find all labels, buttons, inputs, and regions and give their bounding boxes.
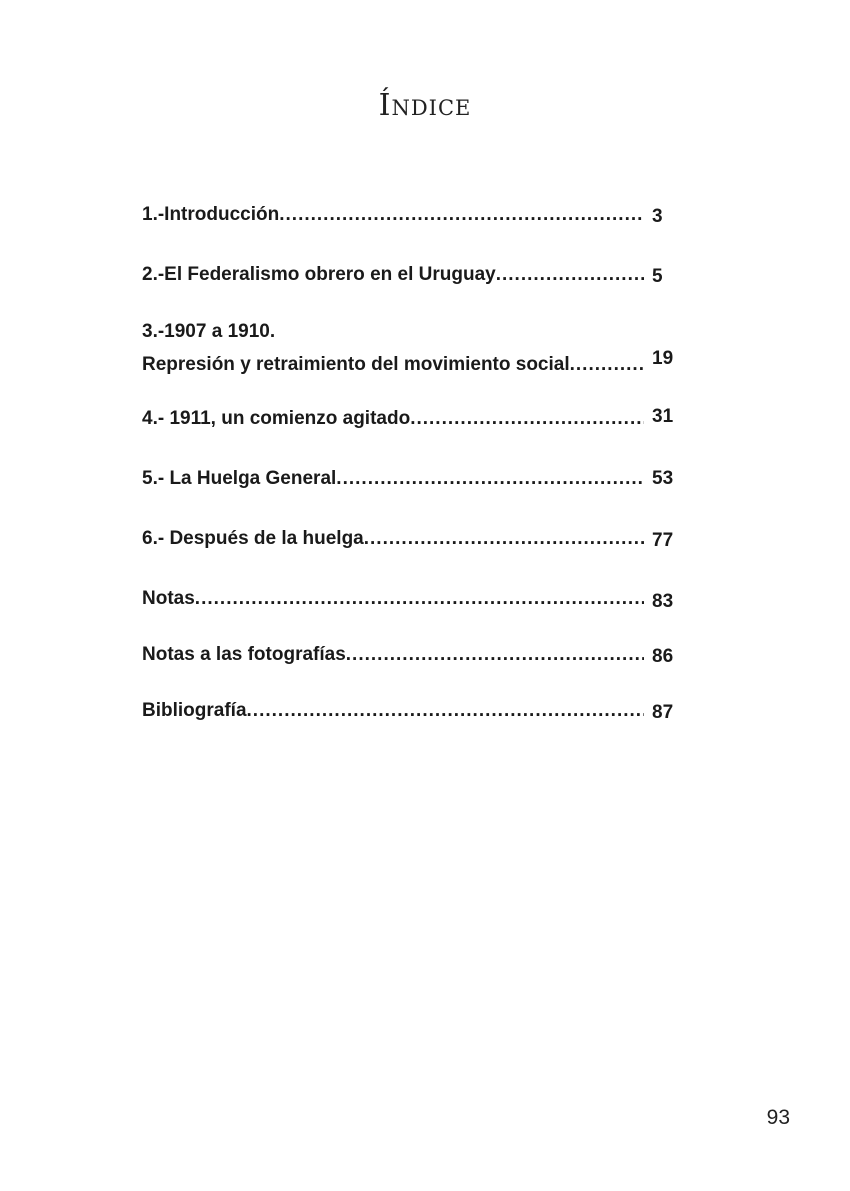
toc-entry-label: 4.- 1911, un comienzo agitado bbox=[142, 408, 411, 429]
dot-leader bbox=[570, 354, 644, 376]
dot-leader bbox=[279, 204, 644, 226]
toc-entry bbox=[142, 528, 682, 550]
toc-entry bbox=[142, 644, 682, 666]
dot-leader bbox=[336, 468, 644, 490]
dot-leader bbox=[346, 644, 644, 666]
toc-entry-page: 19 bbox=[652, 348, 674, 369]
page-title: Índice bbox=[378, 88, 472, 123]
toc-entry-page: 87 bbox=[652, 702, 674, 723]
dot-leader bbox=[496, 264, 644, 286]
toc-entry-page: 5 bbox=[652, 266, 663, 287]
toc-entry-label: 1.-Introducción bbox=[142, 204, 280, 225]
toc-entry bbox=[142, 700, 682, 722]
toc-entry-page: 77 bbox=[652, 530, 674, 551]
toc-entry-label: Notas a las fotografías bbox=[142, 644, 346, 665]
toc-entry bbox=[142, 408, 682, 430]
toc-entry-page: 83 bbox=[652, 591, 674, 612]
toc-entry bbox=[142, 468, 682, 490]
toc-entry-label: Represión y retraimiento del movimiento social bbox=[142, 354, 570, 375]
toc-entry-page: 3 bbox=[652, 206, 663, 227]
dot-leader bbox=[364, 528, 644, 550]
toc-entry-label: 2.-El Federalismo obrero en el Uruguay bbox=[142, 264, 496, 285]
toc-entry-label: 5.- La Huelga General bbox=[142, 468, 337, 489]
dot-leader bbox=[410, 408, 644, 430]
toc-entry bbox=[142, 588, 682, 610]
toc-entry-label: 6.- Después de la huelga bbox=[142, 528, 364, 549]
dot-leader bbox=[247, 700, 644, 722]
page-number: 93 bbox=[766, 1106, 790, 1129]
toc-entry-label: Bibliografía bbox=[142, 700, 247, 721]
toc-entry bbox=[142, 320, 682, 376]
toc-entry bbox=[142, 204, 682, 226]
toc-entry-page: 86 bbox=[652, 646, 674, 667]
toc-entry-page: 53 bbox=[652, 468, 674, 489]
toc-entry bbox=[142, 264, 682, 286]
toc-entry-label: Notas bbox=[142, 588, 195, 609]
toc-entry-heading: 3.-1907 a 1910. bbox=[142, 321, 276, 342]
toc-entry-page: 31 bbox=[652, 406, 674, 427]
dot-leader bbox=[195, 588, 644, 610]
